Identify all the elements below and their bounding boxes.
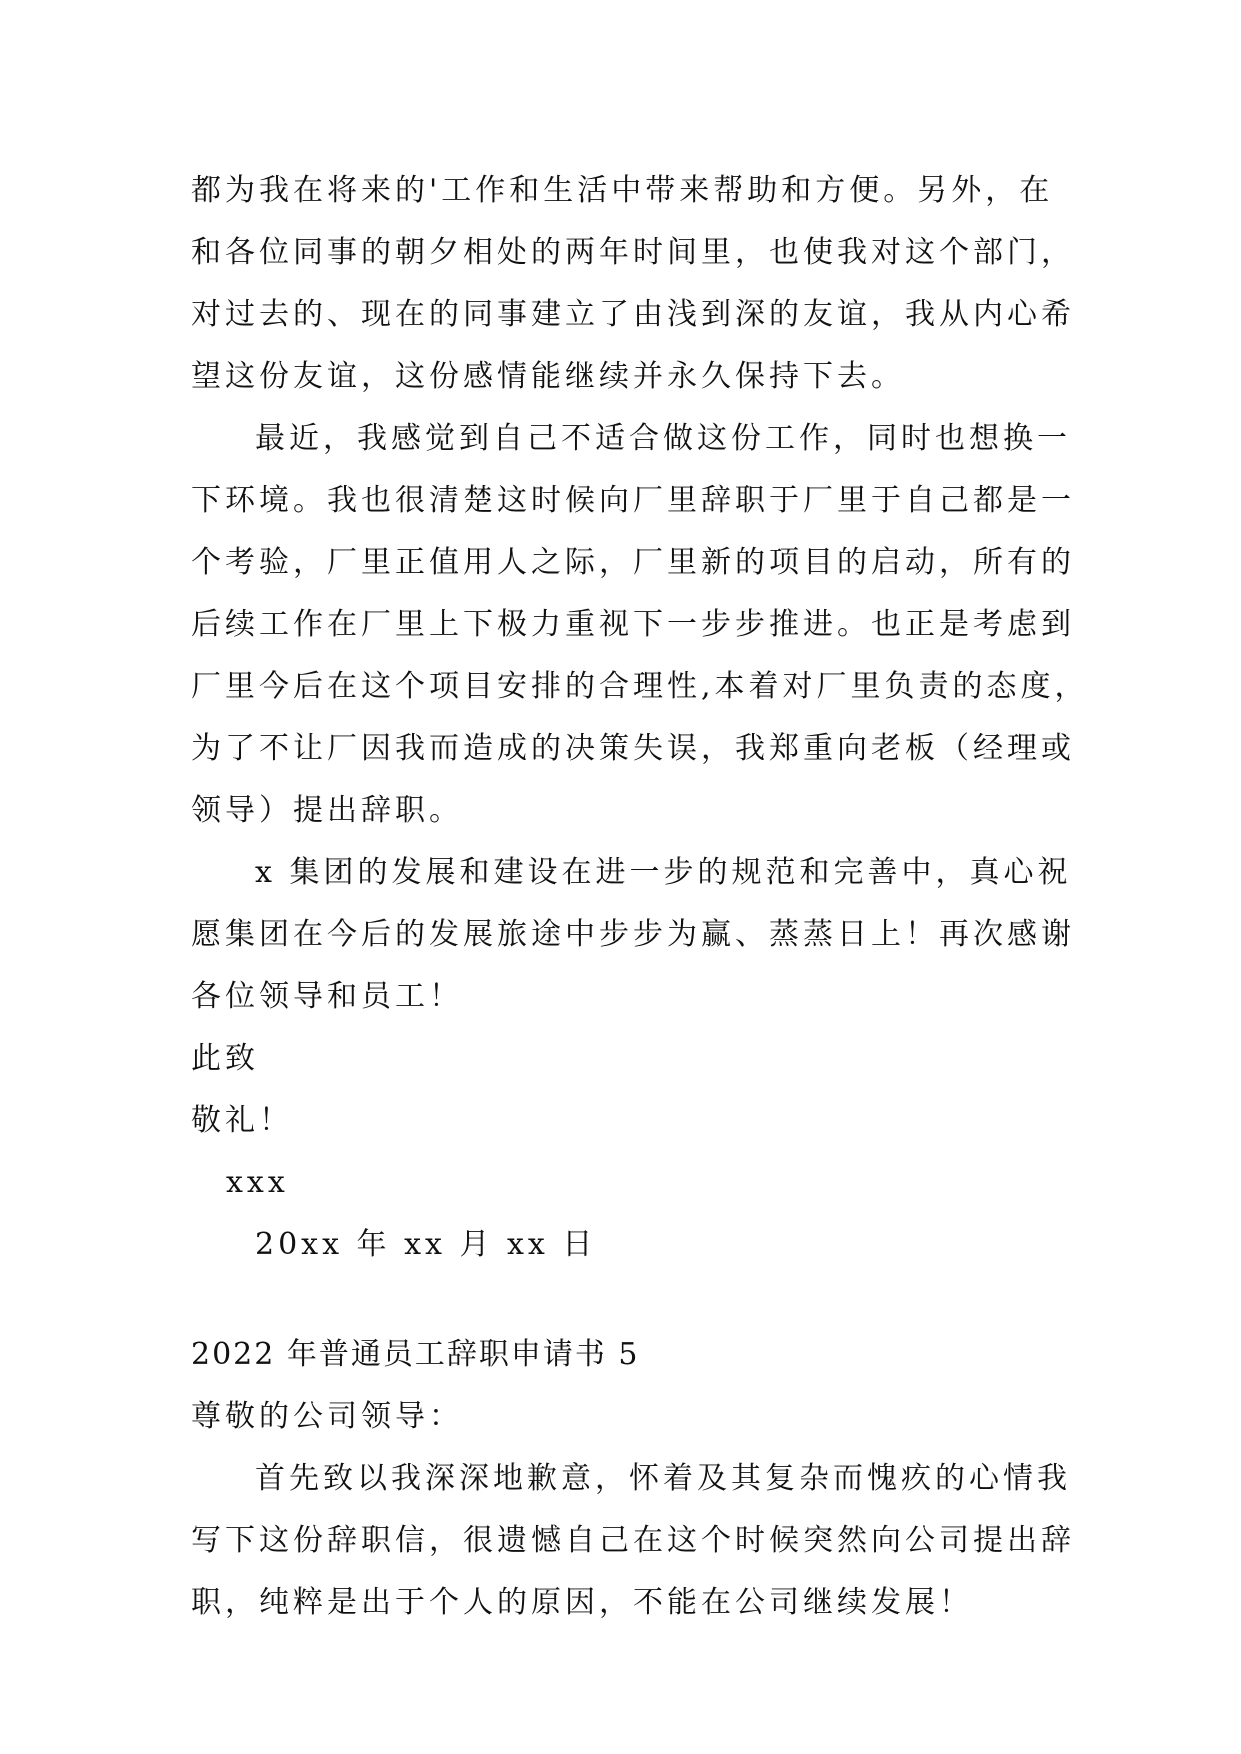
paragraph-line: 和各位同事的朝夕相处的两年时间里，也使我对这个部门， bbox=[191, 235, 1075, 270]
document-content bbox=[191, 160, 1089, 1634]
closing-line-1: 此致 bbox=[191, 1041, 259, 1076]
paragraph-line: 都为我在将来的'工作和生活中带来帮助和方便。另外，在 bbox=[191, 173, 1054, 208]
section-spacer bbox=[191, 1276, 1061, 1324]
salutation: 尊敬的公司领导： bbox=[191, 1399, 463, 1434]
paragraph-line: 后续工作在厂里上下极力重视下一步步推进。也正是考虑到 bbox=[191, 607, 1075, 642]
paragraph-line: 望这份友谊，这份感情能继续并永久保持下去。 bbox=[191, 359, 905, 394]
paragraph-line: 职，纯粹是出于个人的原因，不能在公司继续发展！ bbox=[191, 1585, 973, 1620]
paragraph-line: 对过去的、现在的同事建立了由浅到深的友谊，我从内心希 bbox=[191, 297, 1075, 332]
section-title: 2022 年普通员工辞职申请书 5 bbox=[191, 1337, 640, 1372]
date-line: 20xx 年 xx 月 xx 日 bbox=[255, 1227, 597, 1262]
paragraph-line: 领导）提出辞职。 bbox=[191, 793, 463, 828]
paragraph-line: 为了不让厂因我而造成的决策失误，我郑重向老板（经理或 bbox=[191, 731, 1075, 766]
paragraph-line: 厂里今后在这个项目安排的合理性,本着对厂里负责的态度， bbox=[191, 669, 1089, 704]
paragraph-line: 各位领导和员工！ bbox=[191, 979, 463, 1014]
paragraph-first-line: 最近，我感觉到自己不适合做这份工作，同时也想换一 bbox=[255, 421, 1071, 456]
paragraph-line: 写下这份辞职信，很遗憾自己在这个时候突然向公司提出辞 bbox=[191, 1523, 1075, 1558]
paragraph-line: 下环境。我也很清楚这时候向厂里辞职于厂里于自己都是一 bbox=[191, 483, 1075, 518]
signature: xxx bbox=[226, 1165, 289, 1200]
paragraph-first-line: x 集团的发展和建设在进一步的规范和完善中，真心祝 bbox=[255, 855, 1072, 890]
paragraph-first-line: 首先致以我深深地歉意，怀着及其复杂而愧疚的心情我 bbox=[255, 1461, 1071, 1496]
paragraph-line: 个考验，厂里正值用人之际，厂里新的项目的启动，所有的 bbox=[191, 545, 1075, 580]
paragraph-line: 愿集团在今后的发展旅途中步步为赢、蒸蒸日上！再次感谢 bbox=[191, 917, 1075, 952]
closing-line-2: 敬礼！ bbox=[191, 1103, 293, 1138]
